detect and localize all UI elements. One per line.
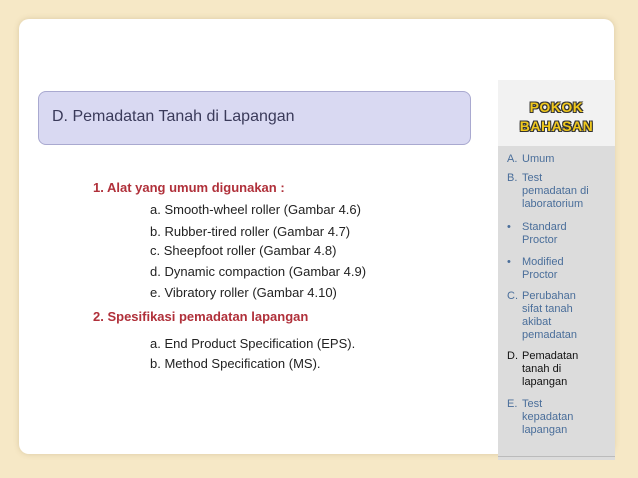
sidebar-item-label: Umum (522, 153, 555, 165)
sidebar-item-marker: A. (507, 153, 518, 165)
sidebar-item-label: lapangan (522, 376, 568, 388)
section1-heading: 1. Alat yang umum digunakan : (93, 180, 285, 195)
sidebar-item-label: Test (522, 172, 543, 184)
sidebar-item-marker: E. (507, 398, 518, 410)
sidebar-item-label: pemadatan (522, 329, 578, 341)
sidebar-item-label: Pemadatan (522, 350, 579, 362)
sidebar-item-marker: D. (507, 350, 518, 362)
sidebar-item-label: Test (522, 398, 543, 410)
sidebar-item-label: Proctor (522, 269, 558, 281)
sidebar-item-label: akibat (522, 316, 552, 328)
sidebar-item-label: kepadatan (522, 411, 574, 423)
slide-title: D. Pemadatan Tanah di Lapangan (52, 108, 295, 125)
sidebar-item-marker: C. (507, 290, 518, 302)
list-item: a. Smooth-wheel roller (Gambar 4.6) (150, 202, 361, 217)
sidebar-item-marker: B. (507, 172, 518, 184)
sidebar-item-label: tanah di (522, 363, 562, 375)
sidebar-header-line2: BAHASAN (519, 118, 594, 134)
list-item: e. Vibratory roller (Gambar 4.10) (150, 285, 337, 300)
list-item: d. Dynamic compaction (Gambar 4.9) (150, 264, 367, 279)
sidebar-item-label: laboratorium (522, 198, 584, 210)
section2-heading: 2. Spesifikasi pemadatan lapangan (93, 309, 309, 324)
list-item: c. Sheepfoot roller (Gambar 4.8) (150, 243, 337, 258)
list-item: a. End Product Specification (EPS). (150, 336, 356, 351)
sidebar-header-line1: POKOK (529, 99, 584, 115)
sidebar-item-label: Proctor (522, 234, 558, 246)
sidebar-item-label: pemadatan di (522, 185, 589, 197)
sidebar-item-label: lapangan (522, 424, 568, 436)
sidebar-item-label: Modified (522, 256, 564, 268)
bullet-icon: • (507, 256, 511, 268)
sidebar-item-label: Standard (522, 221, 567, 233)
sidebar-item-label: Perubahan (522, 290, 576, 302)
list-item: b. Rubber-tired roller (Gambar 4.7) (150, 224, 351, 239)
list-item: b. Method Specification (MS). (150, 356, 321, 371)
sidebar-divider (498, 456, 615, 457)
sidebar-item-label: sifat tanah (522, 303, 573, 315)
bullet-icon: • (507, 221, 511, 233)
